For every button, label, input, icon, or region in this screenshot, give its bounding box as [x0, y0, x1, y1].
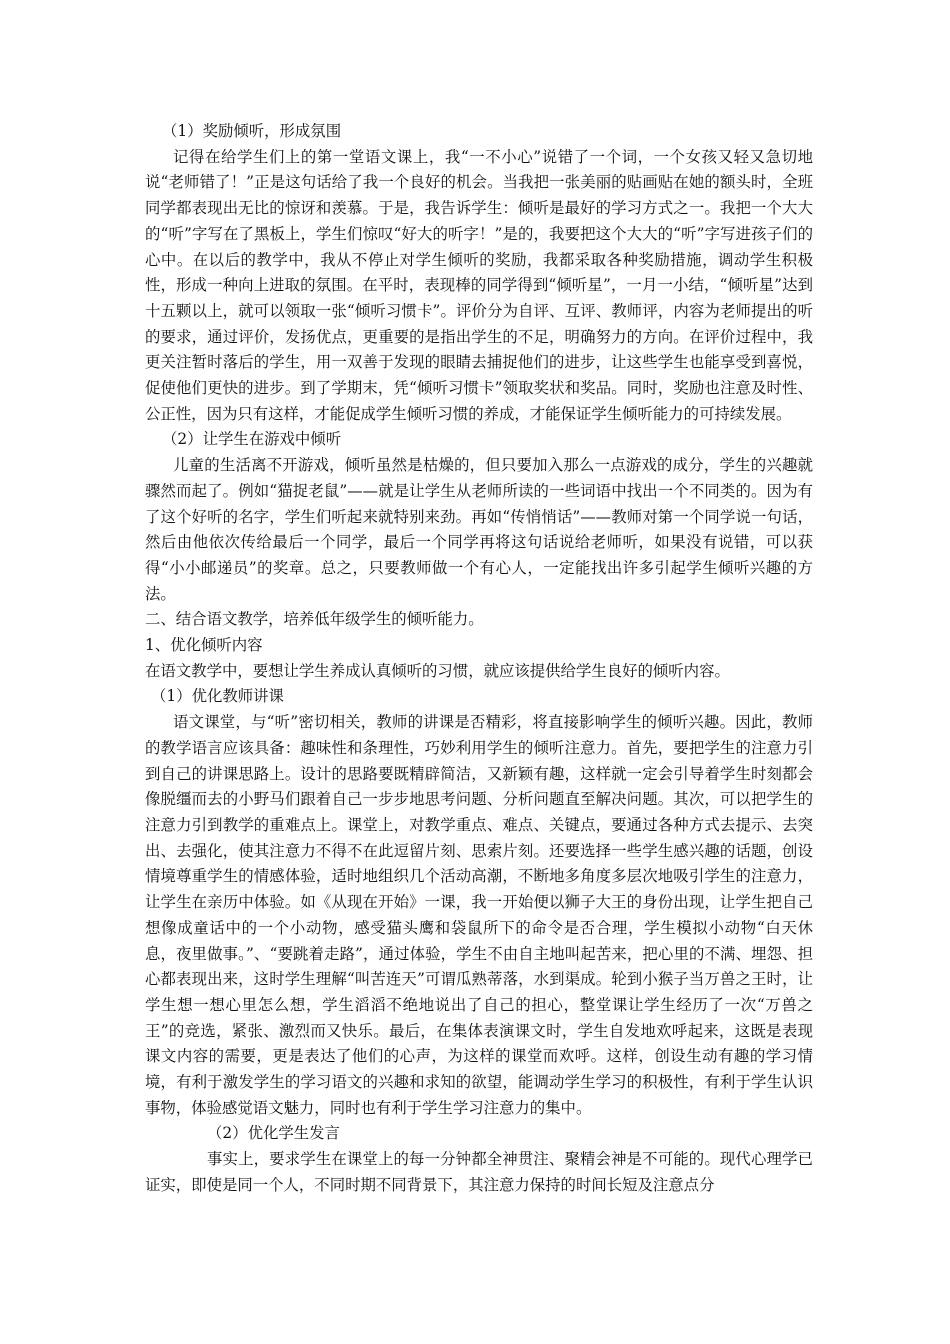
subheading-listening-games: （2）让学生在游戏中倾听 — [162, 430, 342, 449]
subheading-reward-listening: （1）奖励倾听，形成氛围 — [162, 122, 342, 140]
document-page — [145, 119, 813, 1199]
subheading-student-speech: （2）优化学生发言 — [207, 1124, 340, 1143]
subheading-teacher-lecture: （1）优化教师讲课 — [151, 687, 284, 706]
paragraph-reward-story: 记得在给学生们上的第一堂语文课上，我“一不小心”说错了一个词，一个女孩又轻又急切地说“老师错了！”正是这句话给了我一个良好的机会。当我把一张美丽的贴画贴在她的额头时，全班同学都表现出无比的惊讶和羡慕。于是，我告诉学生：倾听是最好的学习方式之一。我把一个大大的“听”字写在了黑板上，学生们惊叹“好大的听字！”是的，我要把这个大大的“听”字写进孩子们的心中。在以后的教学中，我从不停止对学生倾听的奖励，我都采取各种奖励措施，调动学生积极性，形成一种向上进取的氛围。在平时，表现棒的同学得到“倾听星”，一月一小结，“倾听星”达到十五颗以上，就可以领取一张“倾听习惯卡”。评价分为自评、互评、教师评，内容为老师提出的听的要求，通过评价，发扬优点，更重要的是指出学生的不足，明确努力的方向。在评价过程中，我更关注暂时落后的学生，用一双善于发现的眼睛去捕捉他们的进步，让这些学生也能享受到喜悦，促使他们更快的进步。到了学期末，凭“倾听习惯卡”领取奖状和奖品。同时，奖励也注意及时性、公正性，因为只有这样，才能促成学生倾听习惯的养成，才能保证学生倾听能力的可持续发展。 — [145, 147, 813, 423]
subheading-optimize-content: 1、优化倾听内容 — [145, 636, 263, 655]
paragraph-games: 儿童的生活离不开游戏，倾听虽然是枯燥的，但只要加入那么一点游戏的成分，学生的兴趣就骤然而起了。例如“猫捉老鼠”——就是让学生从老师所读的一些词语中找出一个不同类的。因为有了这个好听的名字，学生们听起来就特别来劲。再如“传悄悄话”——教师对第一个同学说一句话，然后由他依次传给最后一个同学，最后一个同学再将这句话说给老师听，如果没有说错，可以获得“小小邮递员”的奖章。总之，只要教师做一个有心人，一定能找出许多引起学生倾听兴趣的方法。 — [145, 456, 813, 603]
section-heading-2: 二、结合语文教学，培养低年级学生的倾听能力。 — [145, 610, 484, 629]
paragraph-teacher-lecture: 语文课堂，与“听”密切相关，教师的讲课是否精彩，将直接影响学生的倾听兴趣。因此，教师的教学语言应该具备：趣味性和条理性，巧妙利用学生的倾听注意力。首先，要把学生的注意力引到自己的讲课思路上。设计的思路要既精辟简洁，又新颖有趣，这样就一定会引导着学生时刻都会像脱缰而去的小野马们跟着自己一步步地思考问题、分析问题直至解决问题。其次，可以把学生的注意力引到教学的重难点上。课堂上，对教学重点、难点、关键点，要通过各种方式去提示、去突出、去强化，使其注意力不得不在此逗留片刻、思索片刻。还要选择一些学生感兴趣的话题，创设情境尊重学生的情感体验，适时地组织几个活动高潮，不断地多角度多层次地吸引学生的注意力，让学生在亲历中体验。如《从现在开始》一课，我一开始便以狮子大王的身份出现，让学生把自己想像成童话中的一个小动物，感受猫头鹰和袋鼠所下的命令是否合理，学生模拟小动物“白天休息，夜里做事。”、“要跳着走路”，通过体验，学生不由自主地叫起苦来，把心里的不满、埋怨、担心都表现出来，这时学生理解“叫苦连天”可谓瓜熟蒂落，水到渠成。轮到小猴子当万兽之王时，让学生想一想心里怎么想，学生滔滔不绝地说出了自己的担心，整堂课让学生经历了一次“万兽之王”的竞选，紧张、激烈而又快乐。最后，在集体表演课文时，学生自发地欢呼起来，这既是表现课文内容的需要，更是表达了他们的心声，为这样的课堂而欢呼。这样，创设生动有趣的学习情境，有利于激发学生的学习语文的兴趣和求知的欲望，能调动学生学习的积极性，有利于学生认识事物，体验感觉语文魅力，同时也有利于学生学习注意力的集中。 — [145, 713, 813, 1117]
paragraph-content-intro: 在语文教学中，要想让学生养成认真倾听的习惯，就应该提供给学生良好的倾听内容。 — [145, 661, 730, 680]
paragraph-student-speech: 事实上，要求学生在课堂上的每一分钟都全神贯注、聚精会神是不可能的。现代心理学已证实，即使是同一个人，不同时期不同背景下，其注意力保持的时间长短及注意点分 — [145, 1150, 813, 1194]
